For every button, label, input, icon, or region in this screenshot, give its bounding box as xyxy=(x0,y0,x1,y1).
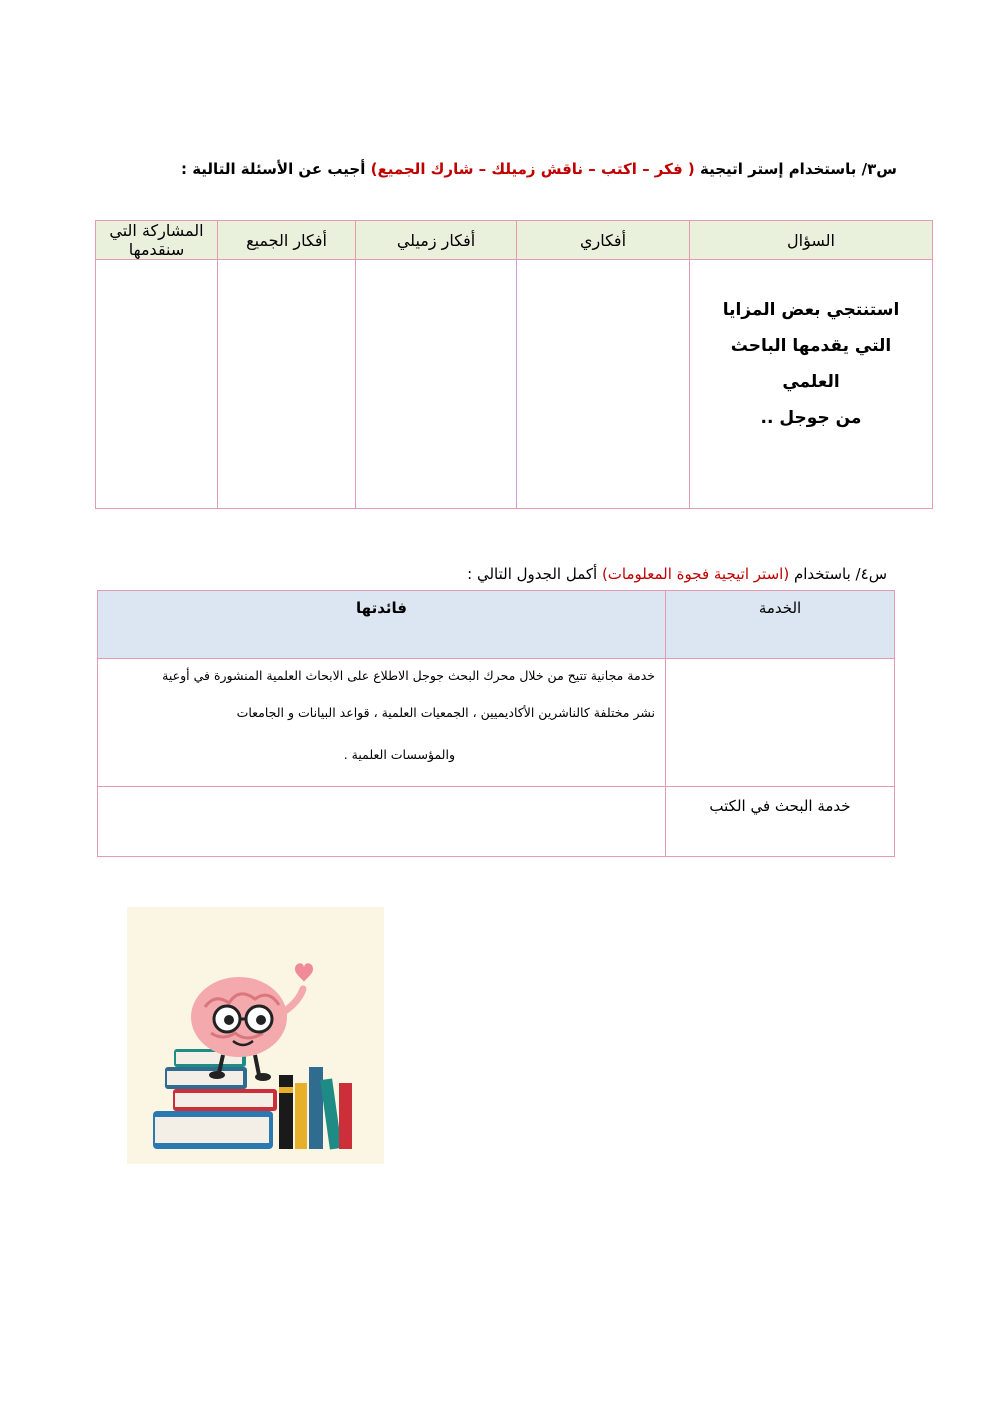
q4-benefit-line: خدمة مجانية تتيح من خلال محرك البحث جوجل الاطلاع على الابحاث العلمية المنشورة في أوعية xyxy=(162,668,655,683)
q3-sharing-cell[interactable] xyxy=(96,260,218,509)
q3-table xyxy=(95,220,933,509)
q3-peer-ideas-cell[interactable] xyxy=(356,260,517,509)
q4-table xyxy=(97,590,895,857)
q4-prefix: س٤/ باستخدام xyxy=(789,565,887,583)
q3-header-all-ideas: أفكار الجميع xyxy=(218,221,356,260)
q4-suffix: أكمل الجدول التالي : xyxy=(467,565,602,583)
q3-header-my-ideas: أفكاري xyxy=(517,221,690,260)
q3-question-cell xyxy=(690,260,933,509)
q4-header-service: الخدمة xyxy=(666,591,895,659)
q3-header-row xyxy=(96,221,933,260)
q3-all-ideas-cell[interactable] xyxy=(218,260,356,509)
q4-service-cell[interactable] xyxy=(666,659,895,787)
q3-row xyxy=(96,260,933,509)
q3-instruction xyxy=(181,160,897,178)
q3-question-line: من جوجل .. xyxy=(760,408,862,428)
q3-suffix: أجيب عن الأسئلة التالية : xyxy=(180,160,371,178)
q3-header-peer-ideas: أفكار زميلي xyxy=(356,221,517,260)
q4-header-benefit: فائدتها xyxy=(98,591,666,659)
q4-service-cell: خدمة البحث في الكتب xyxy=(666,787,895,857)
q3-strategy: ( فكر – اكتب – ناقش زميلك – شارك الجميع) xyxy=(370,160,695,178)
q4-header-row xyxy=(98,591,895,659)
q4-benefit-line: والمؤسسات العلمية . xyxy=(343,747,455,762)
brain-on-books-icon xyxy=(127,907,384,1164)
q3-question-line: التي يقدمها الباحث xyxy=(730,336,892,356)
q3-question-line: استنتجي بعض المزايا xyxy=(722,300,900,320)
q3-header-question: السؤال xyxy=(690,221,933,260)
q3-prefix: س٣/ باستخدام إستر اتيجية xyxy=(694,160,897,178)
q4-row xyxy=(98,787,895,857)
q3-my-ideas-cell[interactable] xyxy=(517,260,690,509)
q3-question-line: العلمي xyxy=(782,372,840,392)
q4-instruction xyxy=(467,565,887,583)
q4-row xyxy=(98,659,895,787)
q4-benefit-cell xyxy=(98,659,666,787)
q4-benefit-cell-empty[interactable] xyxy=(98,787,666,857)
brain-on-books-illustration xyxy=(127,907,384,1164)
q4-benefit-line: نشر مختلفة كالناشرين الأكاديميين ، الجمعيات العلمية ، قواعد البيانات و الجامعات xyxy=(236,705,655,720)
q4-strategy: (استر اتيجية فجوة المعلومات) xyxy=(601,565,790,583)
q3-header-sharing: المشاركة التي سنقدمها xyxy=(96,221,218,260)
